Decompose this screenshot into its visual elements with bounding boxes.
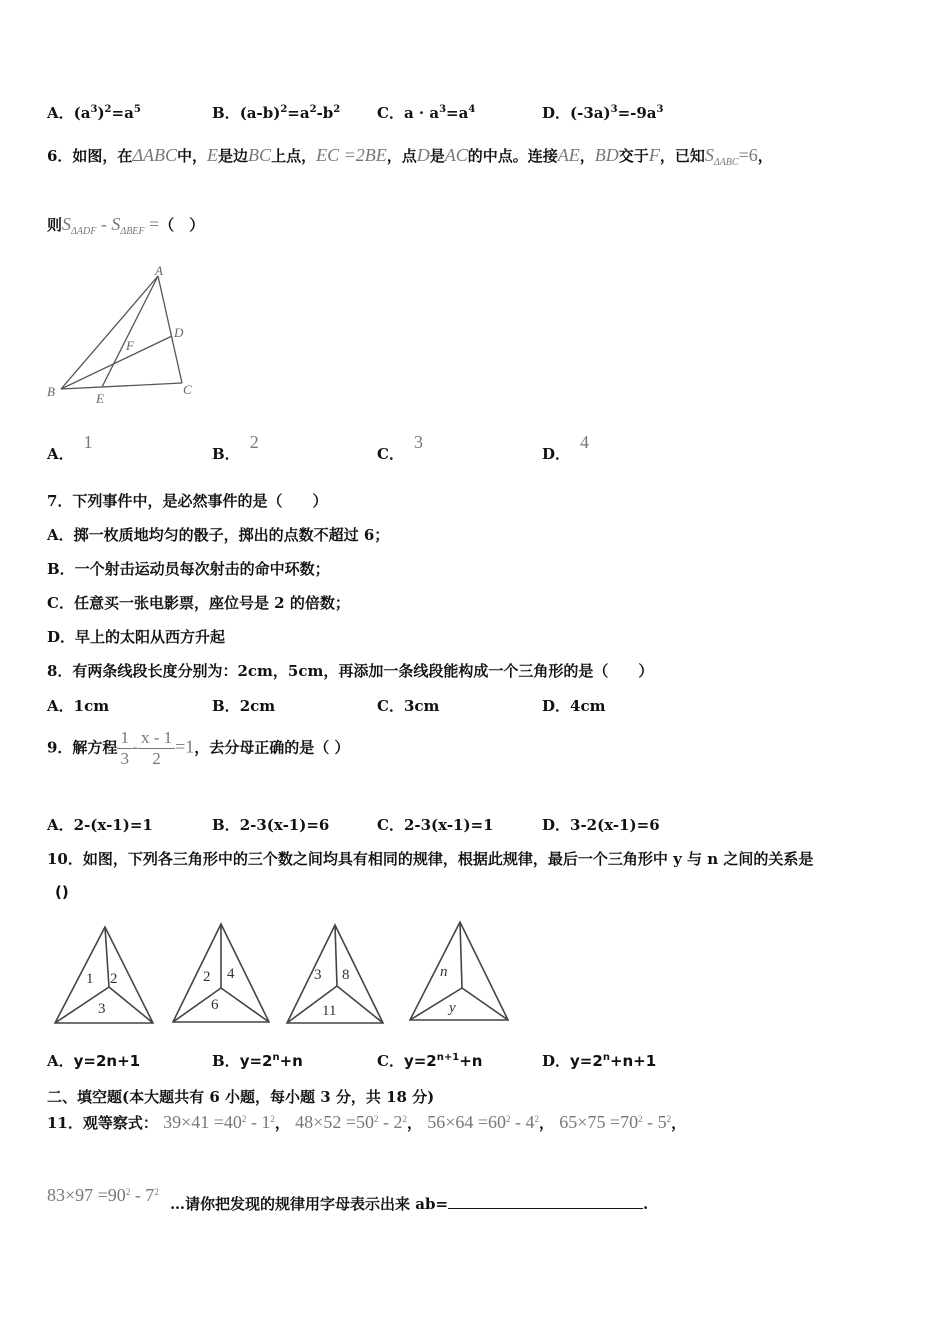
tri2-right-value: 4 bbox=[227, 966, 235, 982]
q10-paren: () bbox=[55, 883, 69, 901]
fraction-one-third: $\frac{1}{3}$ bbox=[117, 728, 132, 769]
q5-option-b: B．$(a-b)^2=a^2-b^2$ bbox=[212, 104, 341, 122]
q6-stem: 6．如图，在ΔABC中，E是边BC上点，EC =2BE，点D是AC的中点。连接AE，BD交于F，已知$S_{\Delta ABC}=6$， bbox=[47, 145, 773, 168]
q8-option-b: B．2cm bbox=[212, 697, 276, 715]
tri1-bottom-value: 3 bbox=[98, 1001, 106, 1017]
q6-option-a: A．1 bbox=[47, 432, 93, 463]
tri2-left-value: 2 bbox=[203, 969, 211, 985]
q10-stem: 10．如图，下列各三角形中的三个数之间均具有相同的规律，根据此规律，最后一个三角形中 y 与 n 之间的关系是 bbox=[47, 850, 814, 868]
tri3-bottom-value: 11 bbox=[322, 1003, 337, 1019]
q6-option-c: C．3 bbox=[377, 432, 423, 463]
q6-option-b: B．2 bbox=[212, 432, 259, 463]
q7-stem: 7．下列事件中，是必然事件的是（ ） bbox=[47, 492, 328, 510]
q10-triangle-2 bbox=[170, 921, 274, 1027]
q7-option-a: A．掷一枚质地均匀的骰子，掷出的点数不超过 6； bbox=[47, 526, 390, 544]
tri2-bottom-value: 6 bbox=[211, 997, 219, 1013]
q8-option-d: D．4cm bbox=[542, 697, 606, 715]
q5-option-c: C．$a \cdot a^3=a^4$ bbox=[377, 104, 476, 122]
label-c: C bbox=[183, 382, 192, 397]
label-f: F bbox=[126, 338, 134, 353]
label-a: A bbox=[155, 263, 163, 278]
q10-triangle-1 bbox=[52, 924, 158, 1028]
label-e: E bbox=[96, 391, 104, 406]
q7-option-c: C．任意买一张电影票，座位号是 2 的倍数； bbox=[47, 594, 350, 612]
fraction-x-minus-1-over-2: $\frac{x - 1}{2}$ bbox=[138, 728, 175, 769]
q10-option-c: C．$y=2^{n+1}+n$ bbox=[377, 1052, 483, 1070]
q7-option-d: D．早上的太阳从西方升起 bbox=[47, 628, 226, 646]
q5-option-a: A．$(a^3)^2=a^5$ bbox=[47, 104, 141, 122]
tri1-left-value: 1 bbox=[86, 971, 94, 987]
q6-triangle-figure bbox=[44, 262, 204, 412]
q9-option-c: C．2-3(x-1)=1 bbox=[377, 816, 494, 834]
q5-option-d: D．$(-3a)^3=-9a^3$ bbox=[542, 104, 664, 122]
q6-option-d: D．4 bbox=[542, 432, 590, 463]
tri1-right-value: 2 bbox=[110, 971, 118, 987]
label-b: B bbox=[47, 384, 55, 399]
tri3-left-value: 3 bbox=[314, 967, 322, 983]
q8-option-a: A．1cm bbox=[47, 697, 110, 715]
tri4-left-value: n bbox=[440, 964, 448, 980]
q9-option-d: D．3-2(x-1)=6 bbox=[542, 816, 660, 834]
q7-option-b: B．一个射击运动员每次射击的命中环数； bbox=[47, 560, 330, 578]
q11-stem: 11．观等察式： $39\times 41 =40^2 - 1^2$， $48\times 52 =50^2 - 2^2$， $56\times 64 =60^2 - 4^2$， $65\times 75 =70^2 - 5^2$， bbox=[47, 1112, 687, 1132]
q10-triangle-3 bbox=[284, 922, 388, 1028]
segment-bd bbox=[61, 336, 172, 389]
q10-option-b: B．$y=2^n+n$ bbox=[212, 1052, 303, 1070]
q9-stem: 9．解方程 $\frac{1}{3}$ - $\frac{x - 1}{2}$ =1，去分母正确的是（ ） bbox=[47, 728, 350, 768]
q9-option-a: A．2-(x-1)=1 bbox=[47, 816, 153, 834]
q10-triangle-4 bbox=[407, 919, 511, 1025]
q8-option-c: C．3cm bbox=[377, 697, 440, 715]
label-d: D bbox=[174, 325, 184, 340]
section-fill-in-title: 二、填空题(本大题共有 6 小题，每小题 3 分，共 18 分) bbox=[47, 1088, 435, 1106]
q9-option-b: B．2-3(x-1)=6 bbox=[212, 816, 330, 834]
q10-option-a: A．y=2n+1 bbox=[47, 1052, 141, 1070]
side-bc bbox=[61, 383, 182, 389]
tri4-bottom-value: y bbox=[449, 1000, 456, 1016]
q8-stem: 8．有两条线段长度分别为：2cm，5cm，再添加一条线段能构成一个三角形的是（ ） bbox=[47, 662, 654, 680]
tri3-right-value: 8 bbox=[342, 967, 350, 983]
q6-stem-line2: 则$S_{\Delta ADF} - S_{\Delta BEF}$ =（ ） bbox=[47, 214, 205, 237]
q11-stem-line2: $83\times 97 =90^2 - 7^2$ …请你把发现的规律用字母表示出来 ab= . bbox=[47, 1185, 649, 1213]
q10-option-d: D．$y=2^n+n+1$ bbox=[542, 1052, 657, 1070]
q11-answer-blank[interactable] bbox=[448, 1194, 643, 1209]
